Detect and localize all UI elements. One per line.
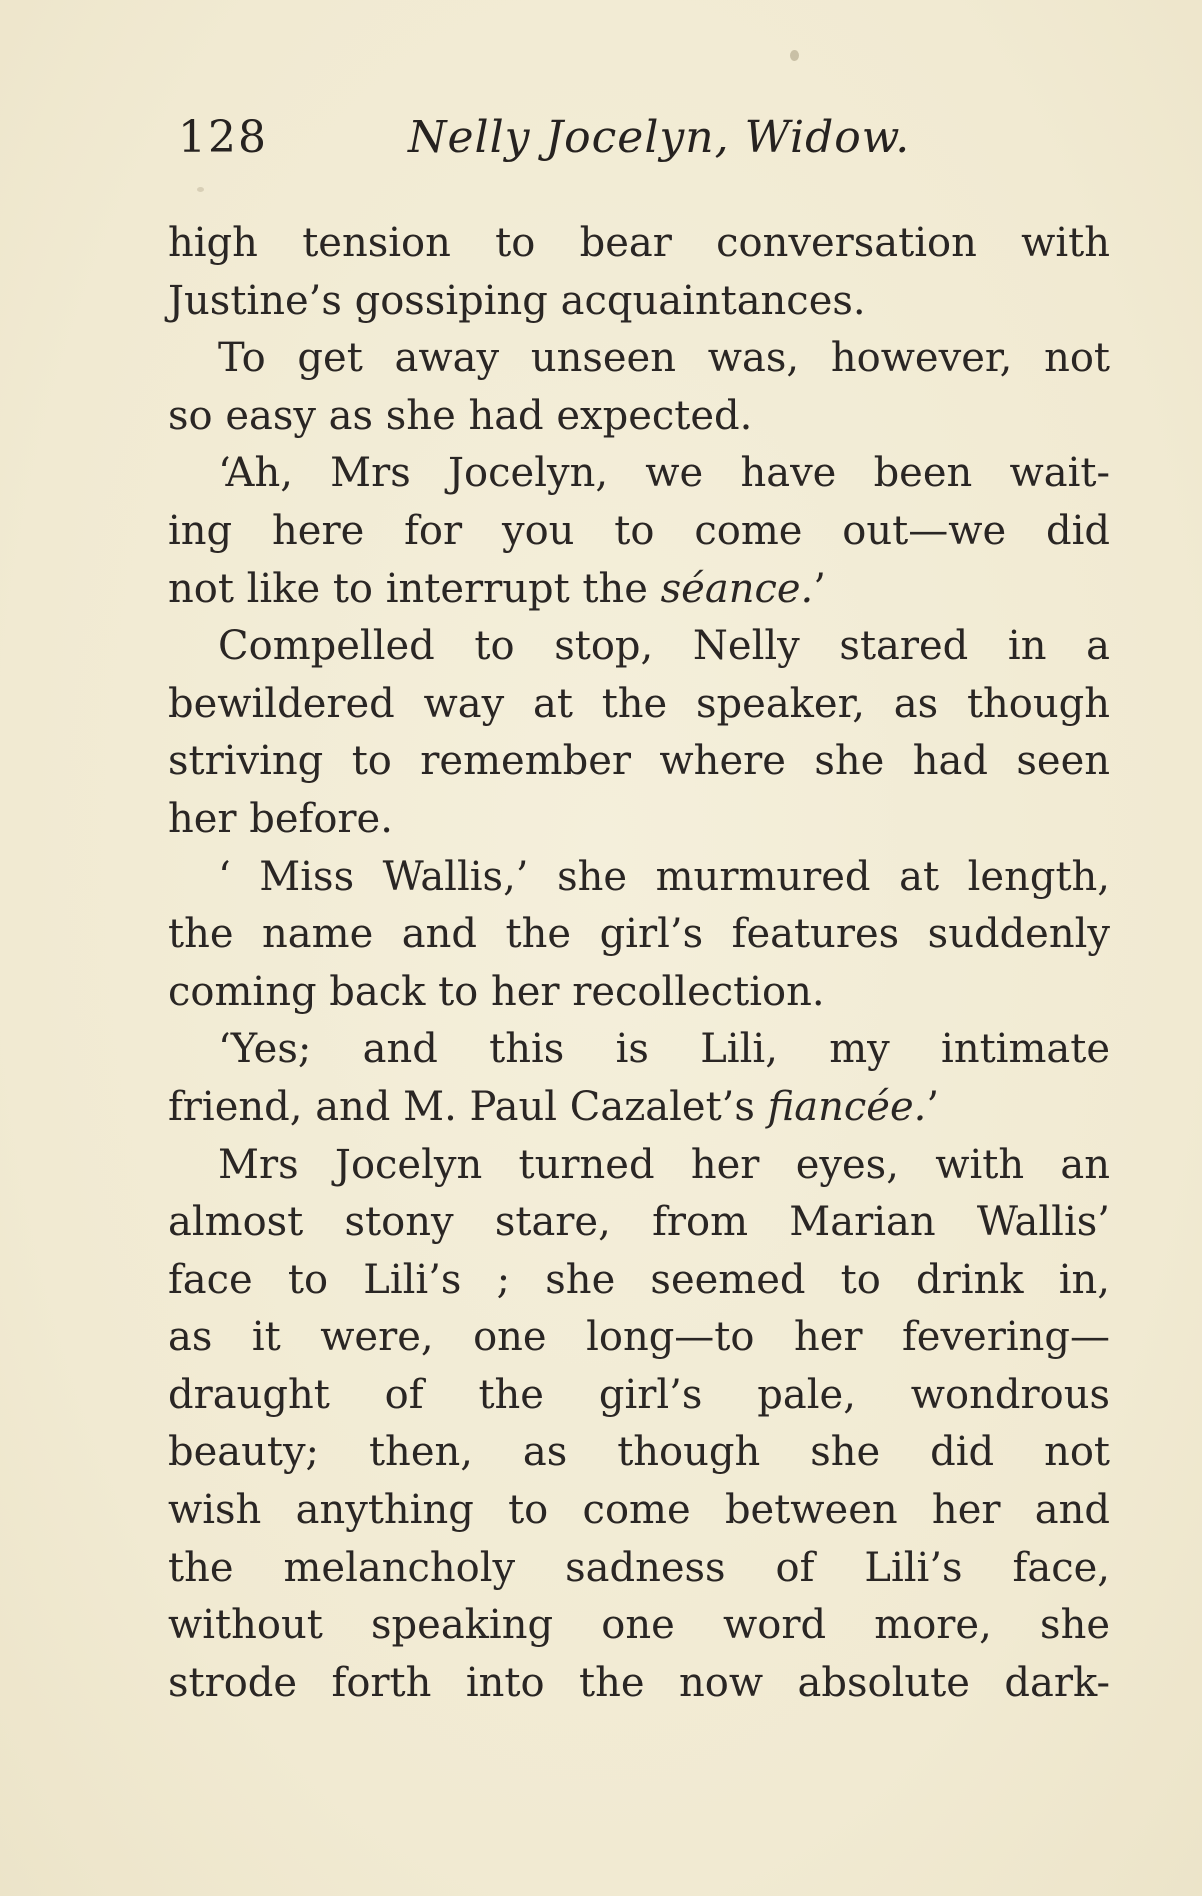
- paper-speck: [790, 50, 799, 61]
- book-title: Nelly Jocelyn, Widow.: [408, 112, 911, 163]
- text-line: beauty; then, as though she did not: [168, 1429, 1110, 1476]
- text-line: not like to interrupt the séance.’: [168, 565, 826, 612]
- text-line: as it were, one long—to her fevering—: [168, 1314, 1110, 1361]
- text-line: so easy as she had expected.: [168, 392, 753, 439]
- text-line: striving to remember where she had seen: [168, 738, 1110, 785]
- text-line: To get away unseen was, however, not: [218, 335, 1110, 382]
- text-line: almost stony stare, from Marian Wallis’: [168, 1199, 1110, 1246]
- text-line: face to Lili’s ; she seemed to drink in,: [168, 1256, 1110, 1303]
- text-line: friend, and M. Paul Cazalet’s fiancée.’: [168, 1083, 940, 1130]
- page-number: 128: [178, 112, 268, 163]
- text-line: Compelled to stop, Nelly stared in a: [218, 623, 1110, 670]
- paper-speck: [197, 187, 204, 192]
- text-line: draught of the girl’s pale, wondrous: [168, 1371, 1110, 1418]
- text-line: the name and the girl’s features suddenly: [168, 911, 1110, 958]
- body-text: [168, 215, 1110, 1712]
- text-line: ‘ Miss Wallis,’ she murmured at length,: [218, 853, 1110, 900]
- text-line: coming back to her recollection.: [168, 968, 825, 1015]
- text-line: Justine’s gossiping acquaintances.: [168, 277, 866, 324]
- text-line: the melancholy sadness of Lili’s face,: [168, 1544, 1110, 1591]
- running-head: [178, 108, 958, 168]
- text-line: wish anything to come between her and: [168, 1487, 1110, 1534]
- text-line: Mrs Jocelyn turned her eyes, with an: [218, 1141, 1110, 1188]
- text-line: without speaking one word more, she: [168, 1602, 1110, 1649]
- text-line: ‘Ah, Mrs Jocelyn, we have been wait-: [218, 450, 1110, 497]
- text-line: her before.: [168, 795, 393, 842]
- text-line: bewildered way at the speaker, as though: [168, 680, 1110, 727]
- text-line: strode forth into the now absolute dark-: [168, 1659, 1110, 1706]
- text-line: ‘Yes; and this is Lili, my intimate: [218, 1026, 1110, 1073]
- text-line: ing here for you to come out—we did: [168, 507, 1110, 554]
- text-line: high tension to bear conversation with: [168, 220, 1110, 266]
